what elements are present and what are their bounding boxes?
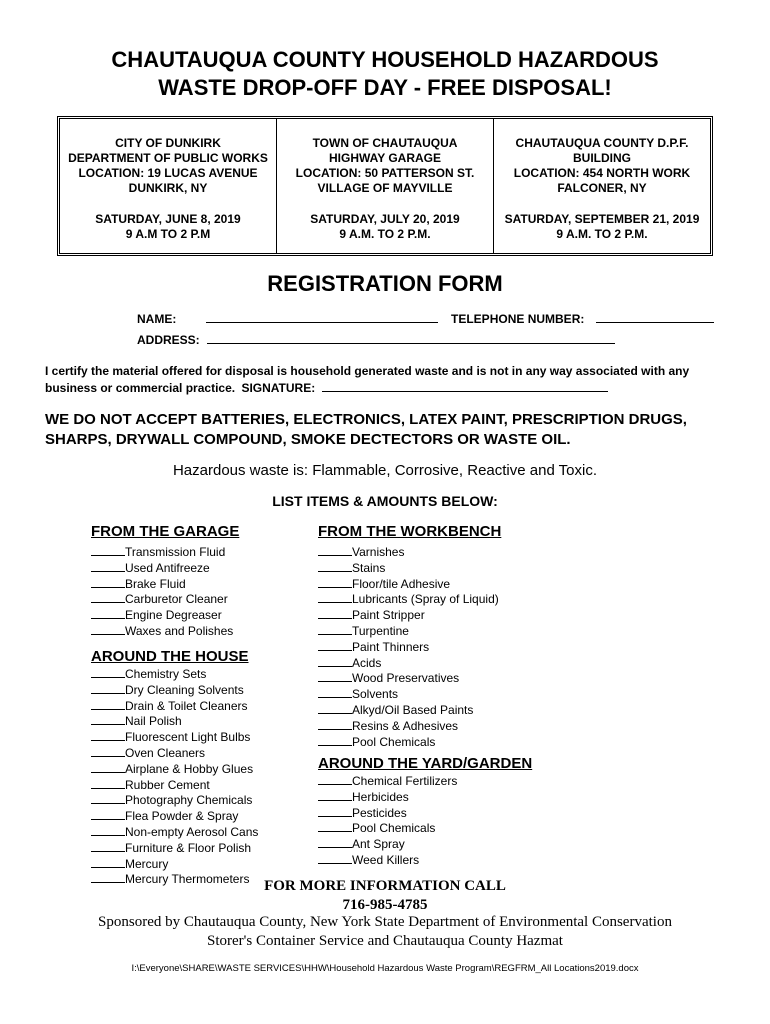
amount-blank[interactable] bbox=[318, 805, 352, 817]
amount-blank[interactable] bbox=[318, 852, 352, 864]
amount-blank[interactable] bbox=[91, 607, 125, 619]
item-label: Furniture & Floor Polish bbox=[125, 840, 252, 855]
list-item bbox=[91, 840, 258, 856]
title-line-1: CHAUTAUQUA COUNTY HOUSEHOLD HAZARDOUS bbox=[111, 47, 659, 72]
list-item bbox=[318, 591, 499, 607]
address-row bbox=[137, 331, 615, 347]
certification-statement bbox=[45, 364, 735, 396]
amount-blank[interactable] bbox=[91, 560, 125, 572]
list-item bbox=[91, 591, 233, 607]
list-item bbox=[91, 682, 258, 698]
item-label: Photography Chemicals bbox=[125, 793, 253, 808]
item-label: Lubricants (Spray of Liquid) bbox=[352, 592, 499, 607]
location-chautauqua bbox=[276, 119, 493, 253]
amount-blank[interactable] bbox=[318, 544, 352, 556]
location-line: DEPARTMENT OF PUBLIC WORKS bbox=[68, 151, 268, 165]
list-item bbox=[91, 544, 233, 560]
item-label: Rubber Cement bbox=[125, 777, 210, 792]
item-label: Resins & Adhesives bbox=[352, 718, 459, 733]
list-item bbox=[91, 560, 233, 576]
list-item bbox=[318, 773, 457, 789]
amount-blank[interactable] bbox=[91, 792, 125, 804]
location-falconer bbox=[493, 119, 710, 253]
item-label: Used Antifreeze bbox=[125, 560, 210, 575]
amount-blank[interactable] bbox=[318, 686, 352, 698]
amount-blank[interactable] bbox=[91, 682, 125, 694]
location-line: DUNKIRK, NY bbox=[128, 181, 208, 195]
item-label: Mercury Thermometers bbox=[125, 872, 250, 887]
name-phone-row bbox=[137, 310, 714, 326]
item-label: Engine Degreaser bbox=[125, 608, 222, 623]
address-label: ADDRESS: bbox=[137, 333, 200, 347]
list-item bbox=[318, 655, 499, 671]
amount-blank[interactable] bbox=[318, 836, 352, 848]
list-item bbox=[318, 544, 499, 560]
amount-blank[interactable] bbox=[318, 670, 352, 682]
list-item bbox=[318, 623, 499, 639]
amount-blank[interactable] bbox=[318, 591, 352, 603]
item-label: Stains bbox=[352, 560, 386, 575]
list-item bbox=[91, 698, 258, 714]
item-label: Brake Fluid bbox=[125, 576, 186, 591]
more-info-line: FOR MORE INFORMATION CALL bbox=[264, 878, 506, 894]
item-label: Airplane & Hobby Glues bbox=[125, 761, 254, 776]
location-date: SATURDAY, JULY 20, 2019 bbox=[310, 212, 460, 226]
amount-blank[interactable] bbox=[318, 560, 352, 572]
list-item bbox=[91, 808, 258, 824]
list-item bbox=[91, 576, 233, 592]
location-date: SATURDAY, SEPTEMBER 21, 2019 bbox=[504, 212, 700, 226]
registration-form-title: REGISTRATION FORM bbox=[267, 271, 503, 296]
amount-blank[interactable] bbox=[318, 607, 352, 619]
item-label: Transmission Fluid bbox=[125, 545, 226, 559]
location-line: TOWN OF CHAUTAUQUA bbox=[312, 136, 458, 150]
more-info bbox=[0, 877, 770, 915]
location-line: LOCATION: 454 NORTH WORK bbox=[513, 166, 691, 180]
amount-blank[interactable] bbox=[318, 655, 352, 667]
list-item bbox=[91, 713, 258, 729]
hazardous-definition: Hazardous waste is: Flammable, Corrosive, Reactive and Toxic. bbox=[172, 462, 598, 479]
amount-blank[interactable] bbox=[318, 820, 352, 832]
list-item bbox=[318, 607, 499, 623]
location-line: BUILDING bbox=[573, 151, 631, 165]
item-label: Solvents bbox=[352, 687, 399, 702]
list-item bbox=[91, 856, 258, 872]
locations-table bbox=[57, 116, 713, 256]
location-dunkirk bbox=[60, 119, 276, 253]
section-title-house: AROUND THE HOUSE bbox=[91, 648, 249, 665]
amount-blank[interactable] bbox=[91, 544, 125, 556]
title-line-2: WASTE DROP-OFF DAY - FREE DISPOSAL! bbox=[158, 75, 612, 100]
list-item bbox=[318, 576, 499, 592]
amount-blank[interactable] bbox=[91, 856, 125, 868]
item-label: Floor/tile Adhesive bbox=[352, 576, 451, 591]
list-item bbox=[318, 560, 499, 576]
item-label: Pool Chemicals bbox=[352, 821, 436, 836]
item-label: Chemistry Sets bbox=[125, 667, 207, 681]
list-item bbox=[91, 824, 258, 840]
item-label: Weed Killers bbox=[352, 852, 420, 867]
item-label: Pesticides bbox=[352, 805, 407, 820]
list-items-header: LIST ITEMS & AMOUNTS BELOW: bbox=[272, 493, 498, 509]
item-label: Dry Cleaning Solvents bbox=[125, 682, 244, 697]
sponsor-line: Storer's Container Service and Chautauqua County Hazmat bbox=[207, 933, 563, 949]
name-field[interactable] bbox=[206, 310, 438, 323]
amount-blank[interactable] bbox=[91, 761, 125, 773]
item-label: Waxes and Polishes bbox=[125, 623, 234, 638]
amount-blank[interactable] bbox=[91, 698, 125, 710]
amount-blank[interactable] bbox=[91, 840, 125, 852]
list-item bbox=[318, 686, 499, 702]
list-item bbox=[91, 666, 258, 682]
item-label: Alkyd/Oil Based Paints bbox=[352, 702, 474, 717]
amount-blank[interactable] bbox=[91, 808, 125, 820]
list-item bbox=[318, 718, 499, 734]
amount-blank[interactable] bbox=[318, 789, 352, 801]
amount-blank[interactable] bbox=[91, 729, 125, 741]
location-line: FALCONER, NY bbox=[557, 181, 647, 195]
location-line: CHAUTAUQUA COUNTY D.P.F. bbox=[515, 136, 689, 150]
item-label: Fluorescent Light Bulbs bbox=[125, 730, 251, 745]
house-item-list bbox=[91, 666, 258, 887]
amount-blank[interactable] bbox=[91, 623, 125, 635]
amount-blank[interactable] bbox=[318, 702, 352, 714]
garage-item-list bbox=[91, 544, 233, 639]
signature-field[interactable] bbox=[322, 379, 608, 392]
name-label: NAME: bbox=[137, 312, 177, 326]
file-path: I:\Everyone\SHARE\WASTE SERVICES\HHW\Household Hazardous Waste Program\REGFRM_All Locations2019.docx bbox=[131, 963, 639, 974]
item-label: Ant Spray bbox=[352, 837, 405, 852]
item-label: Wood Preservatives bbox=[352, 671, 460, 686]
list-item bbox=[318, 639, 499, 655]
amount-blank[interactable] bbox=[91, 777, 125, 789]
list-item bbox=[318, 789, 457, 805]
location-line: LOCATION: 19 LUCAS AVENUE bbox=[78, 166, 258, 180]
location-line: VILLAGE OF MAYVILLE bbox=[317, 181, 453, 195]
list-item bbox=[318, 852, 457, 868]
list-item bbox=[318, 734, 499, 750]
location-date: SATURDAY, JUNE 8, 2019 bbox=[95, 212, 241, 226]
signature-label: SIGNATURE: bbox=[241, 381, 316, 395]
amount-blank[interactable] bbox=[318, 718, 352, 730]
item-label: Nail Polish bbox=[125, 714, 182, 729]
amount-blank[interactable] bbox=[318, 623, 352, 635]
amount-blank[interactable] bbox=[91, 824, 125, 836]
item-label: Non-empty Aerosol Cans bbox=[125, 824, 259, 839]
list-item bbox=[91, 623, 233, 639]
amount-blank[interactable] bbox=[318, 576, 352, 588]
item-label: Paint Stripper bbox=[352, 608, 425, 623]
item-label: Herbicides bbox=[352, 789, 409, 804]
item-label: Flea Powder & Spray bbox=[125, 809, 239, 824]
certify-text: I certify the material offered for disposal is household generated waste and is not in any way associated with any business or commercial practice. bbox=[45, 364, 690, 395]
list-item bbox=[91, 777, 258, 793]
location-line: CITY OF DUNKIRK bbox=[115, 136, 221, 150]
phone-field[interactable] bbox=[596, 310, 714, 323]
item-label: Oven Cleaners bbox=[125, 745, 206, 760]
list-item bbox=[91, 792, 258, 808]
amount-blank[interactable] bbox=[91, 713, 125, 725]
section-title-workbench: FROM THE WORKBENCH bbox=[318, 523, 502, 540]
item-label: Turpentine bbox=[352, 623, 409, 638]
location-line: HIGHWAY GARAGE bbox=[328, 151, 442, 165]
workbench-item-list bbox=[318, 544, 499, 749]
item-label: Mercury bbox=[125, 856, 169, 871]
location-time: 9 A.M. TO 2 P.M. bbox=[339, 227, 431, 241]
item-label: Varnishes bbox=[352, 545, 405, 559]
list-item bbox=[318, 805, 457, 821]
list-item bbox=[318, 670, 499, 686]
list-item bbox=[318, 820, 457, 836]
not-accepted-notice: WE DO NOT ACCEPT BATTERIES, ELECTRONICS, LATEX PAINT, PRESCRIPTION DRUGS, SHARPS, DRYWALL COMPOUND, SMOKE DECTECTORS OR WASTE OIL. bbox=[45, 411, 687, 448]
list-item bbox=[318, 836, 457, 852]
location-time: 9 A.M TO 2 P.M bbox=[125, 227, 211, 241]
info-phone: 716-985-4785 bbox=[342, 897, 428, 913]
item-label: Acids bbox=[352, 655, 382, 670]
amount-blank[interactable] bbox=[91, 576, 125, 588]
list-item bbox=[91, 729, 258, 745]
item-label: Pool Chemicals bbox=[352, 734, 436, 749]
item-label: Paint Thinners bbox=[352, 639, 430, 654]
sponsor-line: Sponsored by Chautauqua County, New York State Department of Environmental Conservation bbox=[98, 914, 672, 930]
phone-label: TELEPHONE NUMBER: bbox=[451, 312, 585, 326]
amount-blank[interactable] bbox=[318, 639, 352, 651]
list-item bbox=[91, 761, 258, 777]
amount-blank[interactable] bbox=[318, 773, 352, 785]
item-label: Chemical Fertilizers bbox=[352, 774, 458, 788]
amount-blank[interactable] bbox=[91, 745, 125, 757]
amount-blank[interactable] bbox=[318, 734, 352, 746]
location-line: LOCATION: 50 PATTERSON ST. bbox=[295, 166, 475, 180]
sponsor-statement bbox=[0, 913, 770, 951]
list-item bbox=[91, 607, 233, 623]
location-time: 9 A.M. TO 2 P.M. bbox=[556, 227, 648, 241]
amount-blank[interactable] bbox=[91, 666, 125, 678]
section-title-garage: FROM THE GARAGE bbox=[91, 523, 240, 540]
list-item bbox=[318, 702, 499, 718]
amount-blank[interactable] bbox=[91, 591, 125, 603]
section-title-yard: AROUND THE YARD/GARDEN bbox=[318, 755, 533, 772]
address-field[interactable] bbox=[207, 331, 615, 344]
item-label: Carburetor Cleaner bbox=[125, 592, 228, 607]
list-item bbox=[91, 745, 258, 761]
page-title bbox=[0, 46, 770, 102]
item-label: Drain & Toilet Cleaners bbox=[125, 698, 248, 713]
yard-item-list bbox=[318, 773, 457, 868]
